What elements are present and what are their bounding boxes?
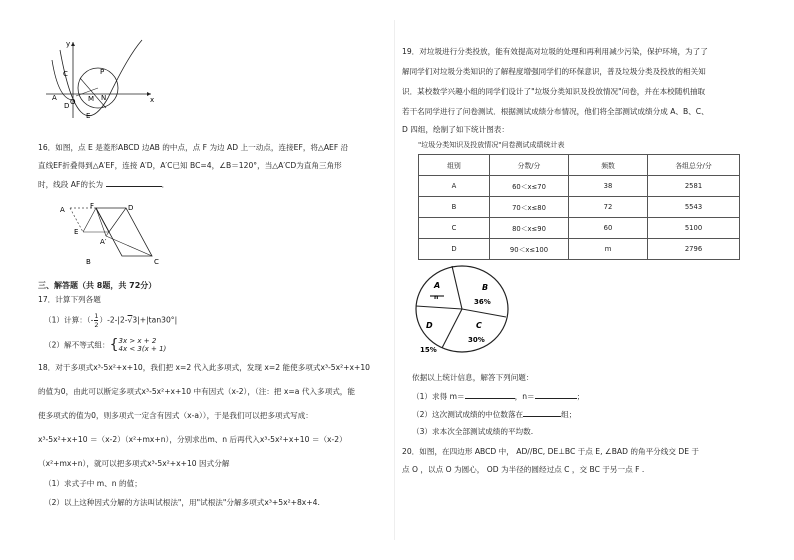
inequality-2: 4x < 3(x + 1)	[118, 345, 167, 353]
graph-label: x	[150, 96, 155, 104]
q18-part2: （2）以上这种因式分解的方法叫试根法"，用"试根法"分解多项式x³+5x²+8x+4.	[44, 498, 320, 507]
q19-line4: 若干名同学进行了问卷测试．根据测试成绩分布情况，他们将全部测试成绩分成 A、B、C、	[402, 107, 709, 116]
table-cell: 70＜x≤80	[490, 197, 569, 218]
q19-p1-b: ，n＝	[514, 392, 535, 401]
section-heading: 三、解答题（共 8题，共 72分）	[38, 281, 157, 290]
graph-label: E	[86, 112, 91, 120]
q17-p1-prefix: （1）计算：（-	[44, 315, 94, 325]
rhombus-label: D	[128, 204, 134, 212]
q17-title: 17．计算下列各题	[38, 295, 101, 304]
rhombus-label: B	[86, 258, 91, 266]
fraction	[94, 312, 98, 329]
q16-line3-text: 时，线段 AF的长为	[38, 180, 104, 189]
table-cell: 2796	[648, 239, 740, 260]
q19-part3: （3）求本次全部测试成绩的平均数.	[412, 427, 534, 436]
q18-part1: （1）求式子中 m、n 的值；	[44, 479, 142, 488]
graph-label: N	[101, 94, 107, 102]
pie-chart	[410, 262, 520, 356]
pie-pct-c: 30%	[468, 336, 485, 344]
q19-part2	[412, 408, 576, 420]
pie-label-d: D	[426, 321, 433, 330]
q20-line1: 20．如图，在四边形 ABCD 中， AD//BC, DE⊥BC 于点 E, ∠BAD 的角平分线交 DE 于	[402, 447, 700, 456]
stats-table	[418, 154, 740, 260]
table-header: 频数	[569, 155, 648, 176]
graph-label: O	[70, 98, 76, 106]
graph-label: P	[100, 68, 105, 76]
q18-line1: 18．对于多项式x³-5x²+x+10，我们把 x=2 代入此多项式，发现 x=2 能使多项式x³-5x²+x+10	[38, 363, 371, 372]
column-divider	[394, 20, 395, 540]
fraction-denominator: 2	[94, 321, 99, 329]
pie-value-a: n	[434, 294, 439, 301]
q19-followup: 依据以上统计信息，解答下列问题：	[412, 373, 534, 382]
table-cell: 5543	[648, 197, 740, 218]
table-title: "垃圾分类知识及投放情况"问卷测试成绩统计表	[418, 141, 565, 149]
table-cell: 80＜x≤90	[490, 218, 569, 239]
q19-line1: 19．对垃圾进行分类投放，能有效提高对垃圾的处理和再利用减少污染，保护环境，为了了	[402, 47, 708, 56]
answer-blank	[523, 408, 561, 417]
pie-pct-b: 36%	[474, 298, 491, 306]
table-header: 组别	[419, 155, 490, 176]
fraction-numerator: 1	[94, 312, 99, 320]
graph-label: A	[52, 94, 57, 102]
q18-line4: x³-5x²+x+10 ＝（x-2）（x²+mx+n），分别求出m、n 后再代入x³-5x²+x+10 ＝（x-2）	[38, 435, 347, 444]
q16-line2: 直线EF折叠得到△A′EF，连接 A′D，A′C已知 BC=4，∠B＝120°，当△A′CD为直角三角形	[38, 161, 342, 170]
q18-line5: （x²+mx+n），就可以把多项式x³-5x²+x+10 因式分解	[38, 459, 230, 468]
table-row	[419, 176, 740, 197]
q18-line2: 的值为0，由此可以断定多项式x³-5x²+x+10 中有因式（x-2），（注：把 x=a 代入多项式，能	[38, 387, 355, 396]
graph-label: M	[88, 95, 95, 103]
rhombus-label: F	[90, 202, 95, 210]
table-cell: 5100	[648, 218, 740, 239]
pie-label-b: B	[482, 283, 489, 292]
q19-line2: 解同学们对垃圾分类知识的了解程度增强同学们的环保意识，普及垃圾分类及投放的相关知	[402, 67, 706, 76]
rhombus-label: A	[60, 206, 65, 214]
graph-label: D	[64, 102, 70, 110]
graph-label: y	[66, 40, 71, 48]
table-cell: 2581	[648, 176, 740, 197]
q19-p2-a: （2）这次测试成绩的中位数落在	[412, 410, 524, 419]
right-column	[402, 0, 762, 560]
rhombus-label: E	[74, 228, 79, 236]
table-row	[419, 218, 740, 239]
answer-blank	[535, 390, 577, 399]
q18-line3: 使多项式的值为0，则多项式一定含有因式（x-a）），于是我们可以把多项式写成：	[38, 411, 313, 420]
graph-label: C	[63, 70, 68, 78]
q17-part1: （1）计算：（- $\frac{1}{2}$ ）-2-|2-√3|+|tan30°|	[44, 312, 178, 329]
left-column	[38, 0, 388, 560]
rhombus-label: A′	[100, 238, 107, 246]
answer-blank	[465, 390, 515, 399]
table-cell: 38	[569, 176, 648, 197]
parabola-circle-figure	[46, 38, 166, 120]
q17-p2-label: （2）解不等式组：	[44, 340, 110, 350]
q19-p1-a: （1）求得 m＝	[412, 392, 465, 401]
pie-label-c: C	[476, 321, 482, 330]
table-cell: D	[419, 239, 490, 260]
q17-p1-end: 3|+|tan30°|	[132, 315, 178, 325]
table-cell: 60	[569, 218, 648, 239]
q19-p2-b: 组；	[561, 410, 577, 419]
table-row	[419, 239, 740, 260]
q19-line5: D 四组，绘制了如下统计图表：	[402, 125, 509, 134]
table-header-row	[419, 155, 740, 176]
table-cell: m	[569, 239, 648, 260]
inequality-system	[119, 337, 167, 353]
table-cell: 72	[569, 197, 648, 218]
folded-edge	[83, 208, 109, 232]
q16-line3: 时，线段 AF的长为 ．	[38, 180, 170, 189]
q19-p1-c: ；	[576, 392, 585, 401]
q16-line1: 16．如图，点 E 是菱形ABCD 边AB 的中点，点 F 为边 AD 上一动点，连接EF，将△AEF 沿	[38, 143, 349, 152]
table-cell: 90＜x≤100	[490, 239, 569, 260]
q19-line3: 识．某校数学兴趣小组的同学们设计了"垃圾分类知识及投放情况"问卷，并在本校随机抽取	[402, 87, 706, 96]
rhombus-figure	[58, 202, 188, 266]
table-cell: A	[419, 176, 490, 197]
table-header: 分数/分	[490, 155, 569, 176]
q17-part2: （2）解不等式组：{ 3x > x + 2 4x < 3(x + 1)	[44, 337, 167, 353]
table-cell: 60＜x≤70	[490, 176, 569, 197]
table-row	[419, 197, 740, 218]
table-cell: C	[419, 218, 490, 239]
q19-part1	[412, 390, 584, 402]
inequality-1: 3x > x + 2	[118, 337, 157, 345]
table-cell: B	[419, 197, 490, 218]
pie-label-a: A	[434, 281, 441, 290]
rhombus-label: C	[154, 258, 159, 266]
q17-p1-suffix: ）-2-|2-	[99, 315, 128, 325]
pie-pct-d: 15%	[420, 346, 437, 354]
q20-line2: 点 O ，以点 O 为圆心， OD 为半径的圆经过点 C ，交 BC 于另一点 F .	[402, 465, 645, 474]
table-header: 各组总分/分	[648, 155, 740, 176]
answer-blank	[106, 178, 162, 187]
